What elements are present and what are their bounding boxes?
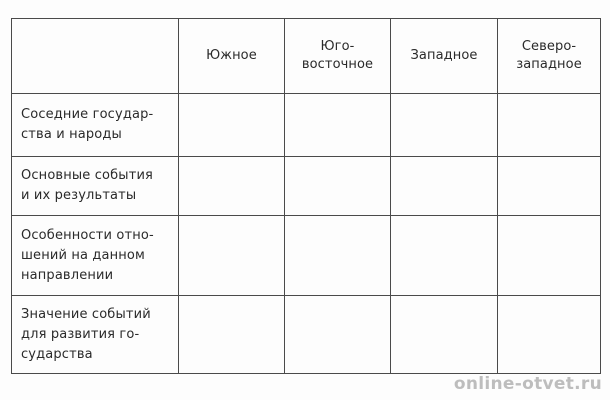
- table-cell[interactable]: [285, 216, 391, 296]
- row-header-relations: Особенности отно- шений на данном направлении: [12, 216, 179, 296]
- table-cell[interactable]: [285, 94, 391, 157]
- col-header-south: [179, 19, 285, 94]
- table-cell[interactable]: [391, 157, 498, 216]
- col-header-southeast: [285, 19, 391, 94]
- table-row: [12, 296, 601, 374]
- table-cell[interactable]: [498, 216, 601, 296]
- header-row: [12, 19, 601, 94]
- table-cell[interactable]: [179, 157, 285, 216]
- table-cell[interactable]: [498, 94, 601, 157]
- col-header-northwest: [498, 19, 601, 94]
- col-header-west: [391, 19, 498, 94]
- table-cell[interactable]: [391, 94, 498, 157]
- col-header-southeast-label: Юго- восточное: [301, 39, 374, 72]
- col-header-west-label: Западное: [410, 48, 478, 63]
- corner-cell: [12, 19, 179, 94]
- table-cell[interactable]: [498, 296, 601, 374]
- table-cell[interactable]: [391, 216, 498, 296]
- table-row: [12, 94, 601, 157]
- table-cell[interactable]: [498, 157, 601, 216]
- table-cell[interactable]: [179, 216, 285, 296]
- table-cell[interactable]: [179, 296, 285, 374]
- col-header-northwest-label: Северо- западное: [516, 39, 582, 72]
- table-cell[interactable]: [285, 296, 391, 374]
- table-cell[interactable]: [285, 157, 391, 216]
- row-header-neighbors: Соседние государ- ства и народы: [12, 94, 179, 157]
- table-cell[interactable]: [391, 296, 498, 374]
- table-row: [12, 157, 601, 216]
- row-header-significance: Значение событий для развития го- сударства: [12, 296, 179, 374]
- row-header-events: Основные события и их результаты: [12, 157, 179, 216]
- col-header-south-label: Южное: [206, 48, 257, 63]
- history-table: [11, 18, 601, 374]
- table-row: [12, 216, 601, 296]
- watermark: online-otvet.ru: [453, 374, 602, 394]
- table-cell[interactable]: [179, 94, 285, 157]
